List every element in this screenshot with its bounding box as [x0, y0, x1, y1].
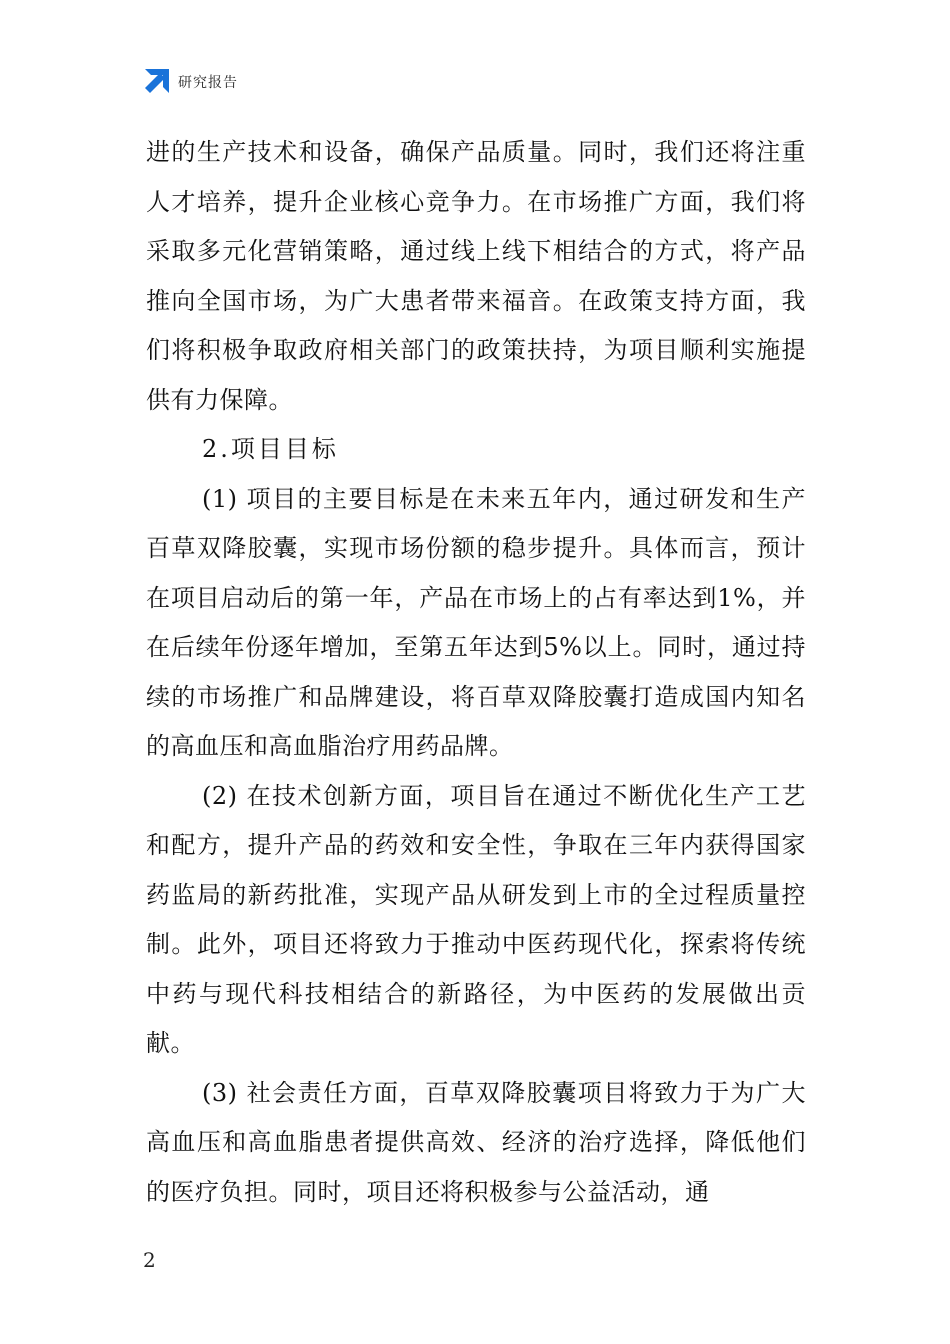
- document-body: [146, 128, 806, 1217]
- paragraph-continuation: 进的生产技术和设备，确保产品质量。同时，我们还将注重人才培养，提升企业核心竞争力。在市场推广方面，我们将采取多元化营销策略，通过线上线下相结合的方式，将产品推向全国市场，为广大患者带来福音。在政策支持方面，我们将积极争取政府相关部门的政策扶持，为项目顺利实施提供有力保障。: [146, 138, 806, 414]
- page-number: 2: [143, 1248, 156, 1272]
- paragraph-goal-1: (1) 项目的主要目标是在未来五年内，通过研发和生产百草双降胶囊，实现市场份额的稳步提升。具体而言，预计在项目启动后的第一年，产品在市场上的占有率达到1%，并在后续年份逐年增加，至第五年达到5%以上。同时，通过持续的市场推广和品牌建设，将百草双降胶囊打造成国内知名的高血压和高血脂治疗用药品牌。: [146, 484, 806, 760]
- paragraph-goal-3: (3) 社会责任方面，百草双降胶囊项目将致力于为广大高血压和高血脂患者提供高效、经济的治疗选择，降低他们的医疗负担。同时，项目还将积极参与公益活动，通: [146, 1078, 806, 1206]
- report-header: [143, 68, 238, 96]
- section-heading: 2.项目目标: [202, 435, 339, 463]
- header-label: 研究报告: [178, 75, 238, 91]
- paragraph-goal-2: (2) 在技术创新方面，项目旨在通过不断优化生产工艺和配方，提升产品的药效和安全性，争取在三年内获得国家药监局的新药批准，实现产品从研发到上市的全过程质量控制。此外，项目还将致力于推动中医药现代化，探索将传统中药与现代科技相结合的新路径，为中医药的发展做出贡献。: [146, 781, 806, 1057]
- arrow-up-right-icon: [143, 69, 169, 95]
